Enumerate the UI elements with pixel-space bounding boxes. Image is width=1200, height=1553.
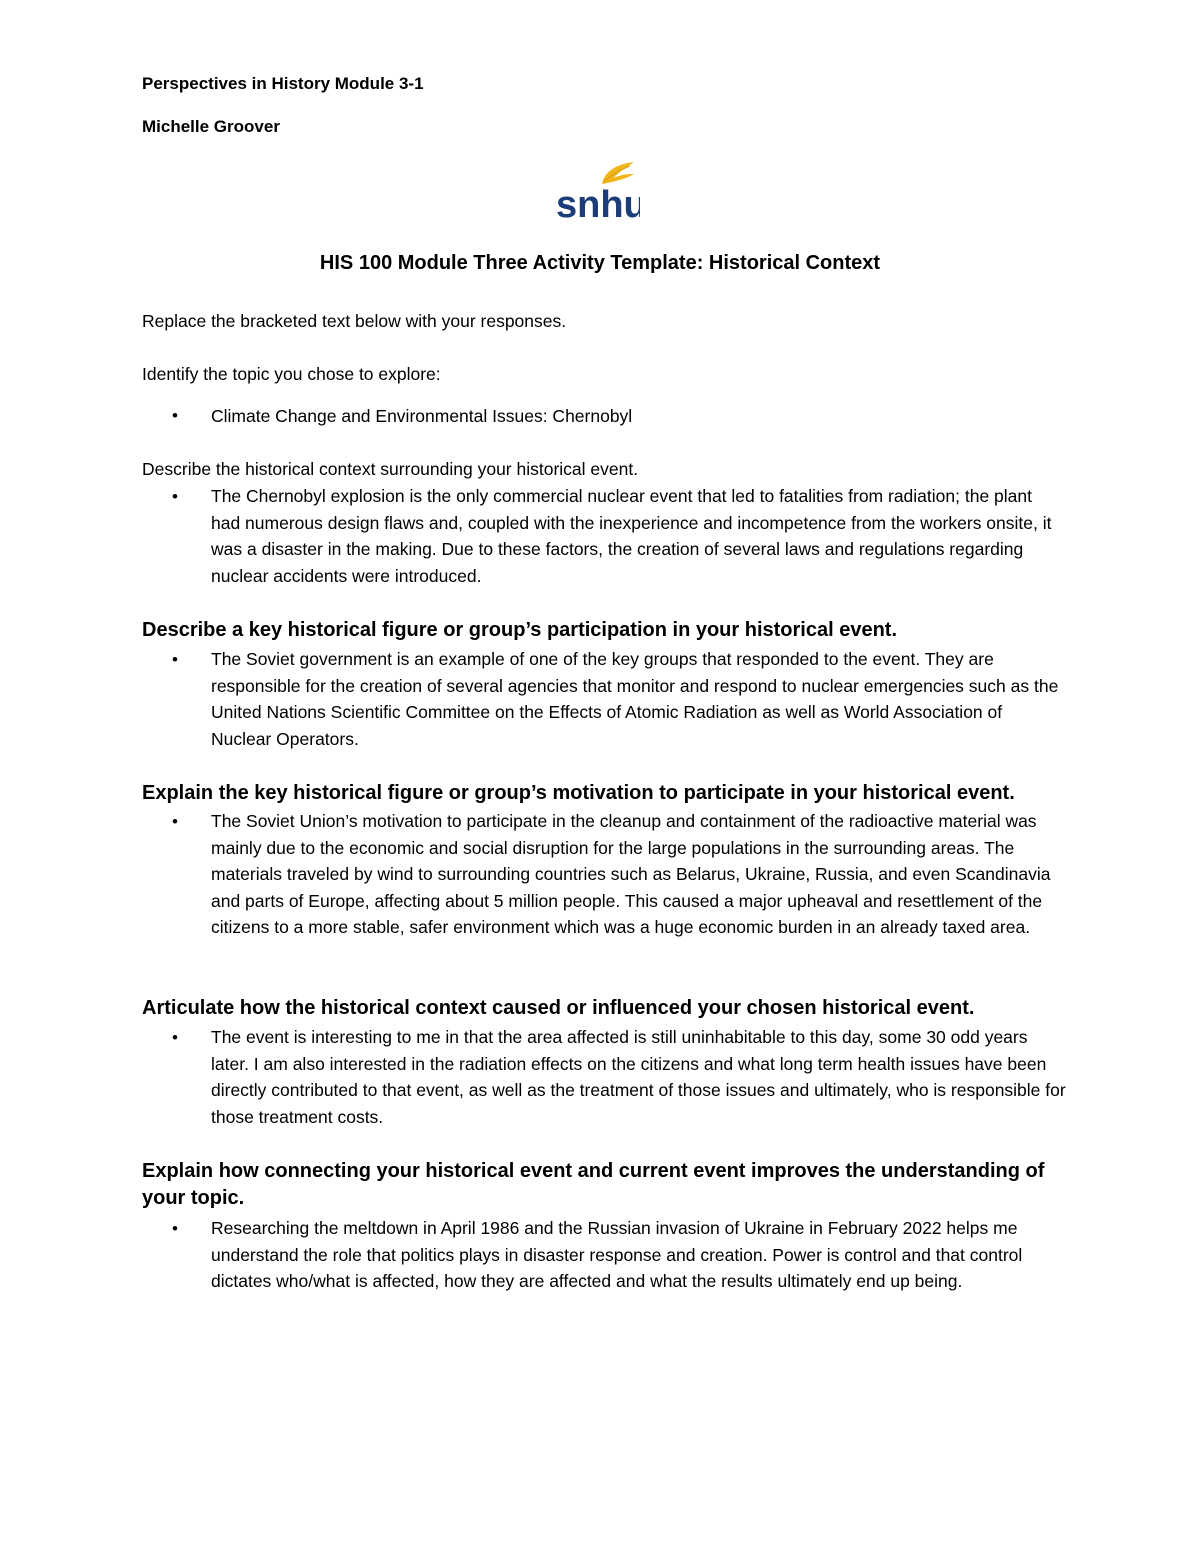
- instructions-text: Replace the bracketed text below with your responses.: [142, 311, 567, 331]
- prompt-historical-context: Describe the historical context surrounding your historical event.: [142, 459, 639, 479]
- answer-context-influence: The event is interesting to me in that the area affected is still uninhabitable to this day, some 30 odd years later. I am also interested in the radiation effects on the citizens and what long term health issues have been directly contributed to that event, as well as the treatment of those issues and ultimately, who is responsible for those treatment costs.: [211, 1027, 1066, 1127]
- bullet: •: [172, 406, 178, 425]
- course-module-line: Perspectives in History Module 3-1: [142, 74, 424, 93]
- student-name: Michelle Groover: [142, 117, 280, 136]
- snhu-logo: [556, 160, 640, 222]
- prompt-connecting-events: Explain how connecting your historical event and current event improves the understanding of your topic.: [142, 1160, 1045, 1209]
- flame-leaf-icon: [556, 160, 640, 222]
- bullet: •: [172, 487, 178, 506]
- answer-topic: Climate Change and Environmental Issues: Chernobyl: [211, 406, 633, 426]
- prompt-key-figure-participation: Describe a key historical figure or group’s participation in your historical event.: [142, 619, 898, 641]
- prompt-context-influence: Articulate how the historical context caused or influenced your chosen historical event.: [142, 997, 975, 1019]
- bullet: •: [172, 650, 178, 669]
- logo-text: snhu: [556, 184, 640, 222]
- answer-key-figure-participation: The Soviet government is an example of one of the key groups that responded to the event. They are responsible for the creation of several agencies that monitor and respond to nuclear emergencies such as the United Nations Scientific Committee on the Effects of Atomic Radiation as well as World Association of Nuclear Operators.: [211, 649, 1059, 749]
- prompt-topic: Identify the topic you chose to explore:: [142, 364, 441, 384]
- bullet: •: [172, 1219, 178, 1238]
- answer-connecting-events: Researching the meltdown in April 1986 and the Russian invasion of Ukraine in February 2022 helps me understand the role that politics plays in disaster response and creation. Power is control and that control dictates who/what is affected, how they are affected and what the results ultimately end up being.: [211, 1218, 1023, 1291]
- answer-historical-context: The Chernobyl explosion is the only commercial nuclear event that led to fatalities from radiation; the plant had numerous design flaws and, coupled with the inexperience and incompetence from the workers onsite, it was a disaster in the making. Due to these factors, the creation of several laws and regulations regarding nuclear accidents were introduced.: [211, 486, 1052, 586]
- prompt-key-figure-motivation: Explain the key historical figure or group’s motivation to participate in your historical event.: [142, 782, 1015, 804]
- bullet: •: [172, 812, 178, 831]
- document-title: HIS 100 Module Three Activity Template: Historical Context: [319, 252, 881, 274]
- answer-key-figure-motivation: The Soviet Union’s motivation to participate in the cleanup and containment of the radioactive material was mainly due to the economic and social disruption for the large populations in the surrounding areas. The materials traveled by wind to surrounding countries such as Belarus, Ukraine, Russia, and even Scandinavia and parts of Europe, affecting about 5 million people. This caused a major upheaval and resettlement of the citizens to a more stable, safer environment which was a huge economic burden in an already taxed area.: [211, 811, 1051, 937]
- bullet: •: [172, 1028, 178, 1047]
